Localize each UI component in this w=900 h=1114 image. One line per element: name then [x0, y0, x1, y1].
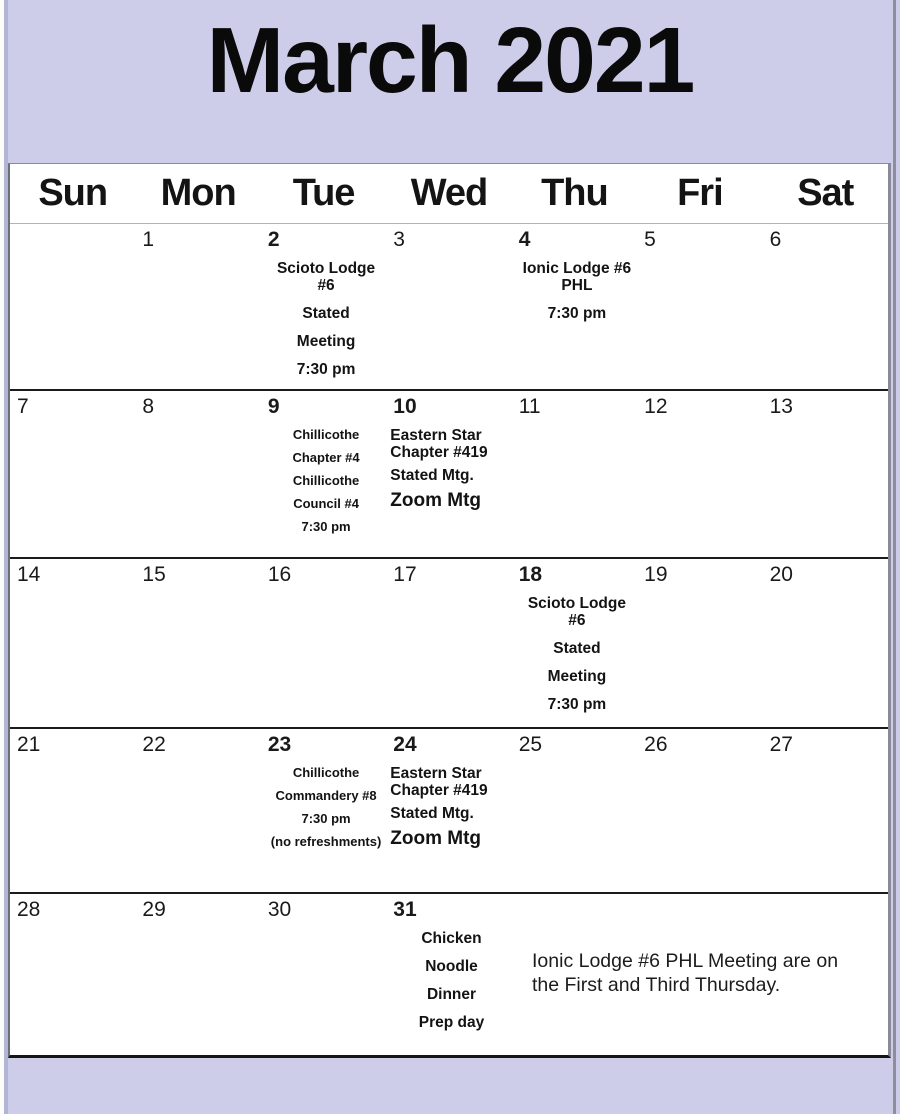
- weekday-header-sat: Sat: [797, 172, 854, 214]
- day-cell-9: [261, 391, 386, 557]
- day-number: 23: [267, 733, 292, 756]
- day-cell-13: [763, 391, 888, 557]
- day-cell-14: [10, 559, 135, 727]
- day-cell-22: [135, 729, 260, 892]
- day-number: 11: [518, 395, 541, 418]
- day-cell-15: [135, 559, 260, 727]
- page-right-border: [893, 0, 896, 1114]
- footnote: Ionic Lodge #6 PHL Meeting are on the First and Third Thursday.: [532, 950, 839, 996]
- week-row-3: [10, 557, 888, 727]
- day-number: 27: [769, 733, 793, 756]
- event-text: Chillicothe: [292, 473, 360, 488]
- event-text: Dinner: [426, 986, 477, 1003]
- day-number: 3: [393, 228, 405, 251]
- day-number: 8: [142, 395, 155, 418]
- weekday-header-wed: Wed: [410, 172, 488, 214]
- event-text: Chillicothe: [292, 427, 360, 442]
- event-text: 7:30 pm: [547, 305, 607, 322]
- event-text: Noodle: [425, 958, 478, 975]
- week-row-4: [10, 727, 888, 892]
- day-number: 2: [267, 228, 280, 251]
- day-number: 14: [17, 563, 41, 586]
- weekday-header-mon: Mon: [160, 172, 236, 214]
- day-number: 13: [769, 395, 793, 418]
- day-cell-1: [135, 224, 260, 389]
- day-cell-16: [261, 559, 386, 727]
- day-cell-8: [135, 391, 260, 557]
- day-number: 19: [644, 563, 668, 586]
- day-number: 12: [644, 395, 668, 418]
- day-number: 22: [142, 733, 166, 756]
- day-cell-24: [386, 729, 511, 892]
- day-number: 26: [644, 733, 668, 756]
- day-number: 30: [267, 898, 292, 921]
- calendar: [8, 163, 891, 1058]
- day-number: 29: [142, 898, 166, 921]
- day-cell-29: [135, 894, 260, 1054]
- day-cell-11: [512, 391, 637, 557]
- day-cell-18: [512, 559, 637, 727]
- event-text: Stated: [302, 305, 350, 322]
- day-cell-4: [512, 224, 637, 389]
- day-number: 5: [644, 228, 656, 251]
- event-text: Scioto Lodge #6: [276, 260, 376, 294]
- day-cell-21: [10, 729, 135, 892]
- day-number: 17: [393, 563, 417, 586]
- event-text: Chapter #4: [292, 450, 360, 465]
- day-cell-28: [10, 894, 135, 1054]
- day-number: 16: [267, 563, 292, 586]
- weekday-header-sun: Sun: [38, 172, 108, 214]
- day-number: 4: [518, 228, 531, 251]
- weekday-header-row: [10, 164, 888, 224]
- event-text: Meeting: [547, 668, 607, 685]
- day-cell-31: [386, 894, 511, 1054]
- week-row-2: [10, 389, 888, 557]
- title-area: [0, 8, 900, 113]
- day-events: [268, 260, 384, 378]
- day-events: [390, 427, 509, 511]
- day-number: 1: [142, 228, 155, 251]
- event-text: Zoom Mtg: [390, 490, 482, 511]
- weekday-header-thu: Thu: [541, 172, 608, 214]
- day-events: [390, 765, 509, 849]
- day-cell-20: [763, 559, 888, 727]
- event-text: (no refreshments): [270, 834, 382, 849]
- day-number: 15: [142, 563, 166, 586]
- event-text: 7:30 pm: [301, 519, 351, 534]
- day-events: [393, 930, 509, 1031]
- day-number: 24: [393, 733, 417, 756]
- weekday-header-fri: Fri: [677, 172, 723, 214]
- event-text: Council #4: [293, 496, 359, 511]
- day-cell-7: [10, 391, 135, 557]
- event-text: Prep day: [418, 1014, 485, 1031]
- day-cell-2: [261, 224, 386, 389]
- day-number: 6: [769, 228, 782, 251]
- day-cell-12: [637, 391, 762, 557]
- day-cell-23: [261, 729, 386, 892]
- day-cell-19: [637, 559, 762, 727]
- day-events: [268, 428, 384, 534]
- day-cell-empty: [10, 224, 135, 389]
- day-cell-30: [261, 894, 386, 1054]
- day-number: 18: [518, 563, 543, 586]
- day-number: 7: [17, 395, 29, 418]
- day-number: 21: [17, 733, 41, 756]
- event-text: Stated: [553, 640, 601, 657]
- event-text: 7:30 pm: [296, 361, 356, 378]
- event-text: Eastern Star Chapter #419: [390, 427, 488, 461]
- day-events: [268, 766, 384, 849]
- day-events: [519, 260, 635, 322]
- day-cell-26: [637, 729, 762, 892]
- day-cell-10: [386, 391, 511, 557]
- page-title: March 2021: [206, 8, 694, 112]
- event-text: Stated Mtg.: [390, 467, 474, 484]
- day-cell-5: [637, 224, 762, 389]
- day-number: 31: [393, 898, 417, 921]
- day-cell-17: [386, 559, 511, 727]
- day-events: [519, 595, 635, 713]
- day-number: 9: [267, 395, 280, 418]
- day-cell-27: [763, 729, 888, 892]
- event-text: Commandery #8: [275, 788, 377, 803]
- event-text: Chicken: [421, 930, 482, 947]
- day-number: 10: [393, 395, 417, 418]
- event-text: 7:30 pm: [547, 696, 607, 713]
- event-text: Chillicothe: [292, 765, 360, 780]
- day-number: 25: [518, 733, 543, 756]
- day-number: 20: [769, 563, 793, 586]
- day-cell-3: [386, 224, 511, 389]
- event-text: Eastern Star Chapter #419: [390, 765, 488, 799]
- event-text: Zoom Mtg: [390, 828, 482, 849]
- weekday-header-tue: Tue: [292, 172, 355, 214]
- event-text: Scioto Lodge #6: [527, 595, 626, 629]
- event-text: 7:30 pm: [301, 811, 351, 826]
- day-cell-25: [512, 729, 637, 892]
- week-row-1: [10, 224, 888, 389]
- day-number: 28: [17, 898, 41, 921]
- event-text: Ionic Lodge #6 PHL: [522, 260, 632, 294]
- event-text: Stated Mtg.: [390, 805, 474, 822]
- day-cell-6: [763, 224, 888, 389]
- event-text: Meeting: [296, 333, 356, 350]
